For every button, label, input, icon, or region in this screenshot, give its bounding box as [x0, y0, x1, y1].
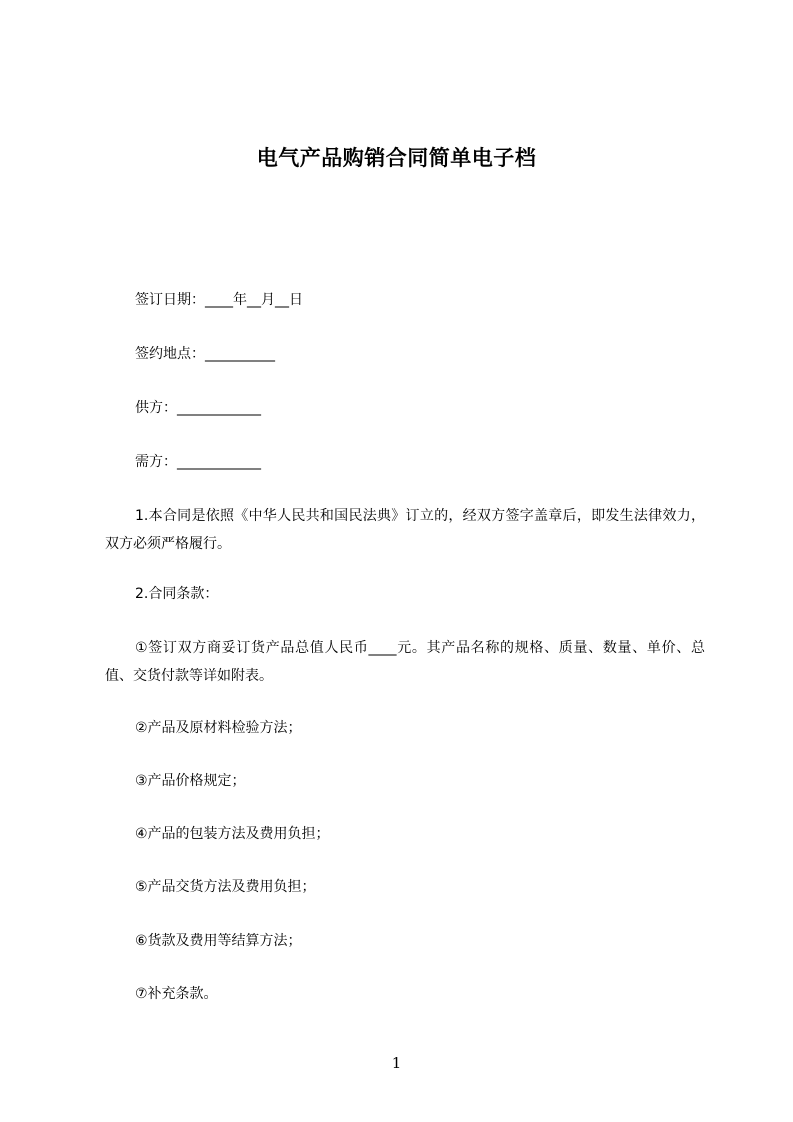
supplier-field: 供方：____________ [135, 400, 261, 416]
clause-2-item-7: ⑦补充条款。 [135, 986, 218, 1002]
buyer-field: 需方：____________ [135, 454, 261, 470]
clause-1: 1.本合同是依照《中华人民共和国民法典》订立的，经双方签字盖章后，即发生法律效力，双方必须严格履行。 [105, 508, 705, 552]
clause-2-item-4: ④产品的包装方法及费用负担； [135, 826, 330, 842]
clause-2-item-6: ⑥货款及费用等结算方法； [135, 933, 302, 949]
sign-place-field: 签约地点：__________ [135, 346, 275, 362]
sign-date-field: 签订日期：____年__月__日 [135, 292, 303, 308]
clause-2-item-2: ②产品及原材料检验方法； [135, 720, 302, 736]
page-number: 1 [391, 1054, 402, 1072]
clause-2-item-3: ③产品价格规定； [135, 773, 246, 789]
clause-2-heading: 2.合同条款： [135, 586, 219, 602]
document-title: 电气产品购销合同简单电子档 [256, 146, 537, 170]
clause-2-item-5: ⑤产品交货方法及费用负担； [135, 879, 316, 895]
clause-2-item-1: ①签订双方商妥订货产品总值人民币____元。其产品名称的规格、质量、数量、单价、总值、交货付款等详如附表。 [105, 640, 705, 684]
